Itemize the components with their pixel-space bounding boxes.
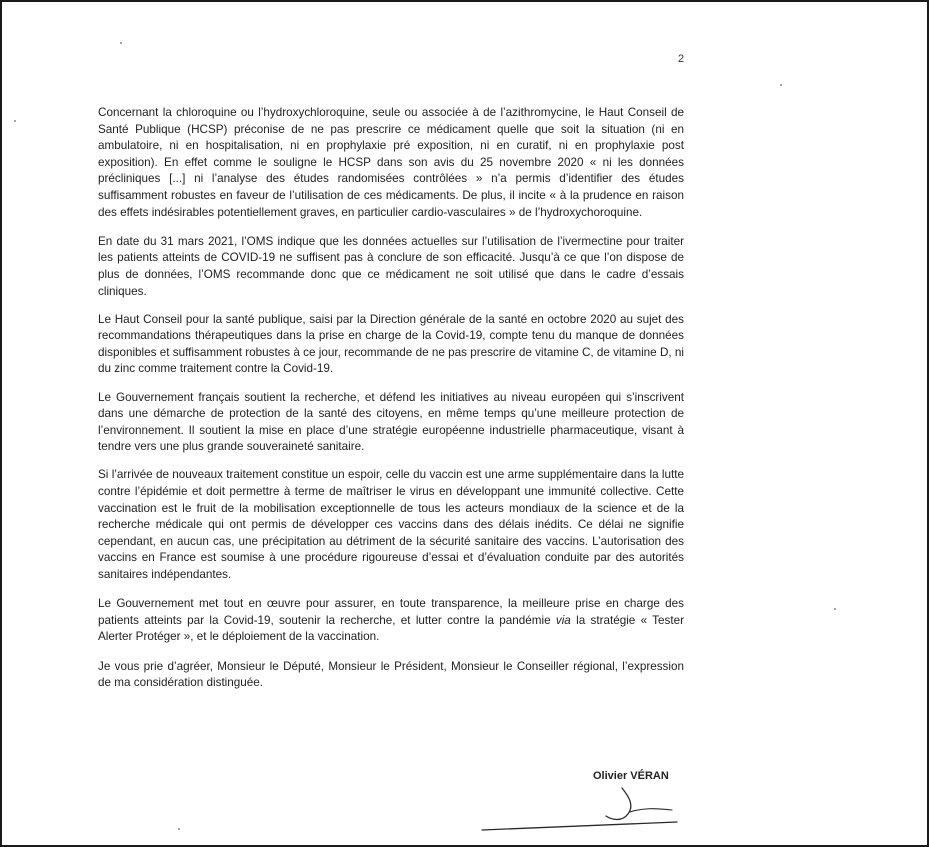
letter-body xyxy=(98,105,684,706)
signatory-name: Olivier VÉRAN xyxy=(593,770,669,782)
scan-speck xyxy=(14,120,16,122)
handwritten-signature xyxy=(472,782,692,842)
paragraph-salutation: Je vous prie d’agréer, Monsieur le Député, Monsieur le Président, Monsieur le Conseiller régional, l’expression de ma considération distinguée. xyxy=(98,659,684,690)
paragraph-ivermectine: En date du 31 mars 2021, l’OMS indique que les données actuelles sur l’utilisation de l’ivermectine pour traiter les patients atteints de COVID-19 ne suffisent pas à conclure de son efficacité. Jusqu’à ce que l’on dispose de plus de données, l’OMS recommande donc que ce médicament ne soit utilisé que dans le cadre d’essais cliniques. xyxy=(98,234,684,298)
paragraph-gouvernement-start: Le Gouvernement met tout en œuvre pour assurer, en toute transparence, la meilleure prise en charge des patients atteints par la Covid-19, soutenir la recherche, et lutter contre la pandémie xyxy=(98,597,684,627)
scan-speck xyxy=(780,84,782,86)
page-number: 2 xyxy=(678,53,685,65)
paragraph-gouvernement xyxy=(98,596,684,646)
paragraph-chloroquine: Concernant la chloroquine ou l’hydroxychloroquine, seule ou associée à de l’azithromycine, le Haut Conseil de Santé Publique (HCSP) préconise de ne pas prescrire ce médicament quelle que soit la situation (ni en ambulatoire, ni en hospitalisation, ni en prophylaxie pré exposition, ni en curatif, ni en prophylaxie post exposition). En effet comme le souligne le HCSP dans son avis du 25 novembre 2020 « ni les données précliniques [...] ni l’analyse des études randomisées contrôlées » n’a permis d’identifier des études suffisamment robustes en faveur de l’utilisation de ces médicaments. De plus, il incite « à la prudence en raison des effets indésirables potentiellement graves, en particulier cardio-vasculaires » de l’hydroxychoroquine. xyxy=(98,106,684,219)
paragraph-vitamines: Le Haut Conseil pour la santé publique, saisi par la Direction générale de la santé en octobre 2020 au sujet des recommandations thérapeutiques dans la prise en charge de la Covid-19, compte tenu du manque de données disponibles et suffisamment robustes à ce jour, recommande de ne pas prescrire de vitamine C, de vitamine D, ni du zinc comme traitement contre la Covid-19. xyxy=(98,312,684,376)
scan-speck xyxy=(120,42,122,44)
scan-speck xyxy=(834,608,836,610)
scan-speck xyxy=(178,828,180,830)
paragraph-gouvernement-italic: via xyxy=(555,613,571,627)
paragraph-gouvernement-end: la stratégie « Tester Alerter Protéger », et le déploiement de la vaccination. xyxy=(98,613,684,644)
paragraph-vaccin: Si l’arrivée de nouveaux traitement constitue un espoir, celle du vaccin est une arme supplémentaire dans la lutte contre l’épidémie et doit permettre à terme de maîtriser le virus en développant une immunité collective. Cette vaccination est le fruit de la mobilisation exceptionnelle de tous les acteurs mondiaux de la science et de la recherche médicale qui ont permis de développer ces vaccins dans des délais inédits. Ce délai ne signifie cependant, en aucun cas, une précipitation au détriment de la sécurité sanitaire des vaccins. L’autorisation des vaccins en France est soumise à une procédure rigoureuse d’essai et d’évaluation conduite par des autorités sanitaires indépendantes. xyxy=(98,468,684,581)
paragraph-recherche: Le Gouvernement français soutient la recherche, et défend les initiatives au niveau européen qui s’inscrivent dans une démarche de protection de la santé des citoyens, en même temps qu’une meilleure protection de l’environnement. Il soutient la mise en place d’une stratégie européenne industrielle pharmaceutique, visant à tendre vers une plus grande souveraineté sanitaire. xyxy=(98,390,684,454)
